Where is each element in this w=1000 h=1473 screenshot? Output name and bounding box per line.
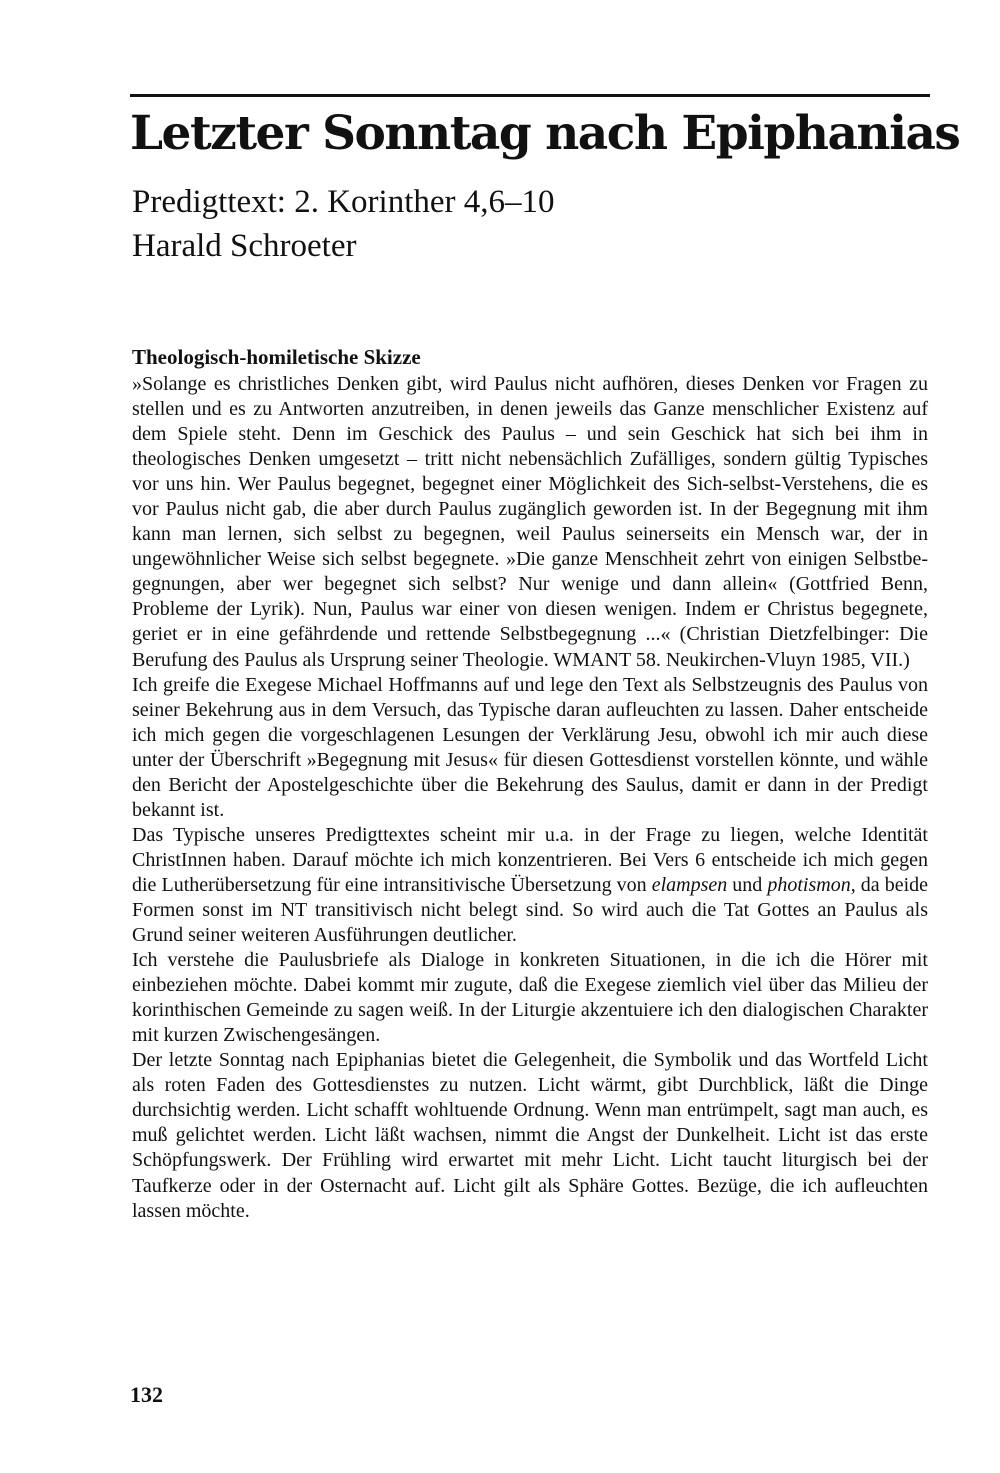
paragraph-quote: »Solange es christliches Denken gibt, wird Paulus nicht aufhören, dieses Denken vor Fragen zu stellen und es zu Antworten anzutreiben, in denen jeweils das Ganze menschlicher Existenz auf dem Spiele steht. Denn im Geschick des Paulus – und sein Geschick hat sich bei ihm in theologisches Denken umgesetzt – tritt nicht nebensächlich Zufälliges, sondern gültig Typisches vor uns hin. Wer Paulus begegnet, begegnet einer Möglichkeit des Sich-selbst-Verstehens, die es vor Paulus nicht gab, die aber durch Paulus zugänglich geworden ist. In der Begegnung mit ihm kann man lernen, sich selbst zu begegnen, weil Paulus seinerseits ein Mensch war, der in ungewöhnlicher Weise sich selbst begegnete. »Die ganze Menschheit zehrt von einigen Selbstbegegnungen, aber wer begegnet sich selbst? Nur wenige und dann allein« (Gottfried Benn, Probleme der Lyrik). Nun, Paulus war einer von diesen wenigen. Indem er Christus begegnete, geriet er in eine gefährdende und rettende Selbstbegegnung ...« (Christian Dietzfelbinger: Die Berufung des Paulus als Ursprung seiner Theologie. WMANT 58. Neukirchen-Vluyn 1985, VII.) [132,373,928,671]
paragraph-dialogue: Ich verstehe die Paulusbriefe als Dialoge in konkreten Situationen, in die ich die Hörer mit einbeziehen möchte. Dabei kommt mir zugute, daß die Exegese ziemlich viel über das Milieu der korinthischen Gemeinde zu sagen weiß. In der Liturgie akzentuiere ich den dialogischen Charakter mit kurzen Zwischengesängen. [132,949,928,1047]
greek-term-elampsen: elampsen [651,873,728,896]
paragraph-identity: Das Typische unseres Predigttextes scheint mir u.a. in der Frage zu liegen, welche Identität ChristInnen haben. Darauf möchte ich mich konzentrieren. Bei Vers 6 entscheide ich mich gegen die Lutherübersetzung für eine intransitivische Übersetzung von elampsen und photismon, da beide Formen sonst im NT transitivisch nicht belegt sind. So wird auch die Tat Gottes an Paulus als Grund seiner weiteren Ausführungen deutlicher. [132,823,929,947]
body-text [132,372,928,1224]
sermon-text-reference: Predigttext: 2. Korinther 4,6–10 [132,184,555,220]
section-heading: Theologisch-homiletische Skizze [132,345,421,369]
title-rule [130,94,930,97]
paragraph-light: Der letzte Sonntag nach Epiphanias bietet die Gelegenheit, die Symbolik und das Wortfeld Licht als roten Faden des Gottesdienstes zu nutzen. Licht wärmt, gibt Durchblick, läßt die Dinge durchsichtig werden. Licht schafft wohltuende Ordnung. Wenn man entrümpelt, sagt man auch, es muß gelichtet werden. Licht läßt wachsen, nimmt die Angst der Dunkelheit. Licht ist das erste Schöpfungswerk. Der Frühling wird erwartet mit mehr Licht. Licht taucht liturgisch bei der Taufkerze oder in der Osternacht auf. Licht gilt als Sphäre Gottes. Bezüge, die ich aufleuchten lassen möchte. [132,1049,928,1222]
page-number: 132 [130,1382,163,1407]
paragraph-exegesis: Ich greife die Exegese Michael Hoffmanns auf und lege den Text als Selbstzeugnis des Paulus von seiner Bekehrung aus in dem Versuch, das Typische daran aufleuchten zu lassen. Daher entscheide ich mich gegen die vorgeschlagenen Lesungen der Verklärung Jesu, obwohl ich mir auch diese unter der Überschrift »Begegnung mit Jesus« für diesen Gottesdienst vorstellen könnte, und wähle den Bericht der Apostelgeschichte über die Bekehrung des Saulus, damit er dann in der Predigt bekannt ist. [132,673,928,821]
greek-term-photismon: photismon [767,873,851,896]
author-name: Harald Schroeter [132,228,357,264]
page-title: Letzter Sonntag nach Epiphanias [130,106,960,161]
